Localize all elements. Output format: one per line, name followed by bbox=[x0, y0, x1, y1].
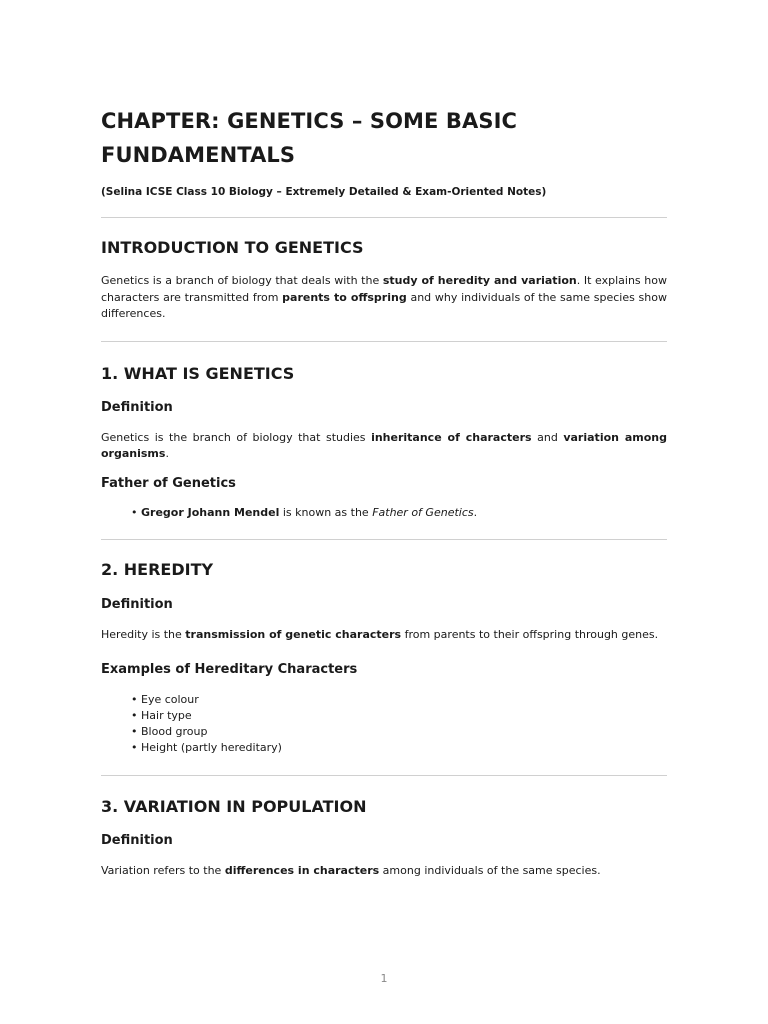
intro-heading: INTRODUCTION TO GENETICS bbox=[101, 238, 364, 257]
page-number: 1 bbox=[380, 972, 388, 985]
list-item: • Eye colour bbox=[131, 692, 667, 708]
section2-definition-paragraph bbox=[101, 627, 667, 644]
section2-definition-heading: Definition bbox=[101, 596, 173, 612]
section1-definition-heading: Definition bbox=[101, 399, 173, 415]
divider bbox=[101, 217, 667, 218]
section3-definition-paragraph bbox=[101, 863, 667, 880]
father-text: is known as the bbox=[279, 505, 373, 519]
father-title: Father of Genetics bbox=[372, 505, 474, 519]
intro-bold-2: parents to offspring bbox=[282, 290, 407, 304]
section1-text-1: Genetics is the branch of biology that studies bbox=[101, 430, 372, 444]
list-item: • Hair type bbox=[131, 708, 667, 724]
chapter-title: CHAPTER: GENETICS – SOME BASIC FUNDAMENTALS bbox=[101, 109, 518, 167]
intro-text-2: . It explains how characters are transmitted from bbox=[101, 274, 667, 304]
father-end: . bbox=[473, 505, 478, 519]
divider bbox=[101, 775, 667, 776]
section3-bold-1: differences in characters bbox=[224, 864, 380, 877]
intro-paragraph bbox=[101, 273, 667, 323]
hereditary-examples-list bbox=[101, 692, 667, 756]
divider bbox=[101, 341, 667, 342]
father-list bbox=[101, 505, 667, 521]
section1-definition-paragraph bbox=[101, 430, 667, 463]
intro-text-1: Genetics is a branch of biology that deals with the bbox=[101, 274, 383, 287]
intro-text-3: and why individuals of the same species show differences. bbox=[101, 290, 667, 320]
intro-bold-1: study of heredity and variation bbox=[382, 274, 577, 287]
section1-bold-1: inheritance of characters bbox=[371, 430, 532, 444]
chapter-subtitle: (Selina ICSE Class 10 Biology – Extremely Detailed & Exam-Oriented Notes) bbox=[101, 186, 547, 198]
divider bbox=[101, 539, 667, 540]
section3-heading: 3. VARIATION IN POPULATION bbox=[101, 797, 367, 816]
hereditary-examples-heading: Examples of Hereditary Characters bbox=[101, 662, 358, 677]
section2-text-2: from parents to their offspring through genes. bbox=[401, 627, 659, 641]
section3-text-2: among individuals of the same species. bbox=[379, 864, 601, 877]
section1-text-2: and bbox=[531, 430, 564, 444]
section1-heading: 1. WHAT IS GENETICS bbox=[101, 363, 295, 383]
father-of-genetics-heading: Father of Genetics bbox=[101, 475, 236, 491]
section3-definition-heading: Definition bbox=[101, 833, 173, 848]
section2-heading: 2. HEREDITY bbox=[101, 559, 214, 579]
father-name: Gregor Johann Mendel bbox=[141, 505, 280, 519]
section1-text-3: . bbox=[165, 447, 169, 460]
list-item bbox=[131, 505, 667, 521]
section2-bold-1: transmission of genetic characters bbox=[185, 627, 402, 641]
document-page bbox=[101, 104, 667, 880]
section3-text-1: Variation refers to the bbox=[101, 864, 225, 877]
list-item: • Blood group bbox=[131, 724, 667, 740]
list-item: • Height (partly hereditary) bbox=[131, 740, 667, 756]
section2-text-1: Heredity is the bbox=[101, 627, 186, 641]
section1-bold-2: variation among organisms bbox=[101, 430, 667, 460]
